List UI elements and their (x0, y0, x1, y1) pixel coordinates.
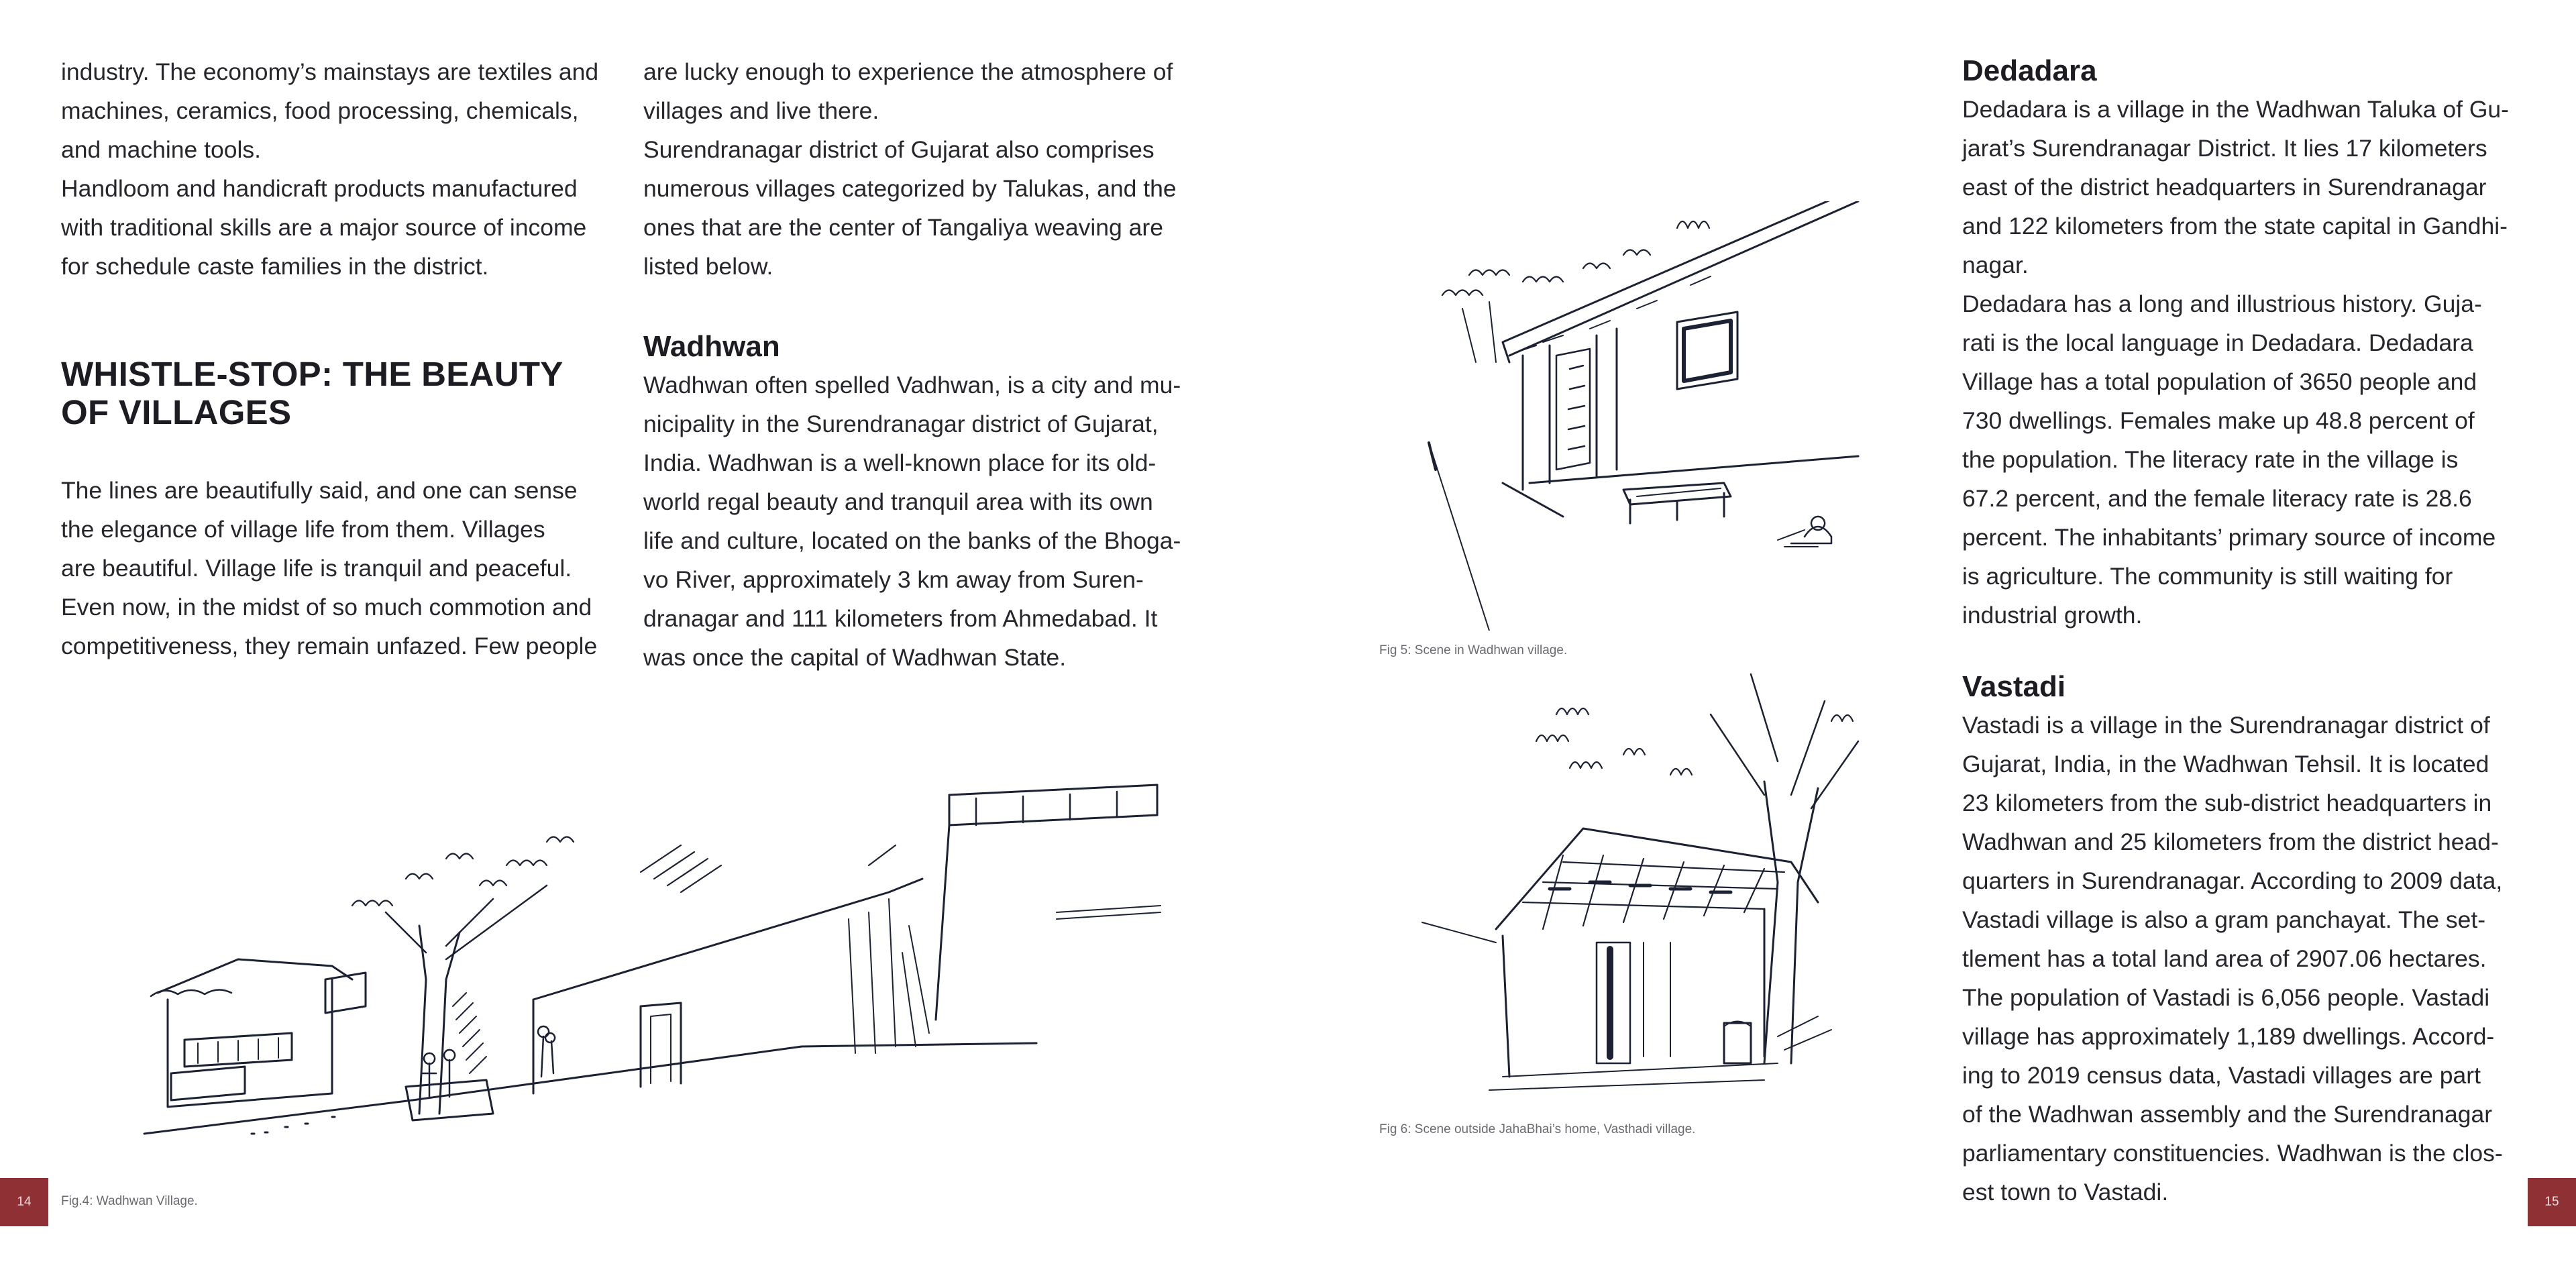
text-line: Village has a total population of 3650 people and (1962, 368, 2477, 395)
text-line: of the Wadhwan assembly and the Surendranagar (1962, 1101, 2493, 1128)
text-line: listed below. (643, 253, 773, 280)
intro-paragraph (61, 52, 611, 286)
wadhwan-scene-sketch (1389, 201, 1872, 631)
dedadara-paragraph (1962, 90, 2526, 635)
text-line: industrial growth. (1962, 602, 2143, 629)
text-line: quarters in Surendranagar. According to 2009 data, (1962, 867, 2503, 894)
text-line: the elegance of village life from them. Villages (61, 516, 545, 543)
page-number: 14 (0, 1178, 48, 1226)
text-line: and 122 kilometers from the state capital in Gandhi- (1962, 213, 2508, 239)
text-line: Surendranagar district of Gujarat also comprises (643, 136, 1155, 163)
text-line: India. Wadhwan is a well-known place for its old- (643, 449, 1157, 476)
intro-paragraph (643, 52, 1193, 286)
text-line: nagar. (1962, 252, 2029, 278)
text-line: dranagar and 111 kilometers from Ahmedabad. It (643, 605, 1158, 632)
text-line: are lucky enough to experience the atmosphere of (643, 58, 1173, 85)
text-line: Wadhwan and 25 kilometers from the district head- (1962, 828, 2499, 855)
left-column-1 (61, 52, 611, 665)
text-line: ones that are the center of Tangaliya weaving are (643, 214, 1163, 241)
body-paragraph (61, 471, 611, 665)
text-line: Gujarat, India, in the Wadhwan Tehsil. It is located (1962, 751, 2489, 777)
text-line: village has approximately 1,189 dwellings. Accord- (1962, 1023, 2495, 1050)
text-line: the population. The literacy rate in the village is (1962, 446, 2459, 473)
text-line: 23 kilometers from the sub-district headquarters in (1962, 790, 2492, 816)
right-page (1288, 0, 2576, 1288)
text-line: percent. The inhabitants’ primary source of income (1962, 524, 2496, 551)
text-line: Even now, in the midst of so much commotion and (61, 594, 592, 621)
text-line: The population of Vastadi is 6,056 people. Vastadi (1962, 984, 2490, 1011)
text-line: parliamentary constituencies. Wadhwan is the clos- (1962, 1140, 2503, 1167)
wadhwan-title: Wadhwan (643, 330, 780, 363)
text-line: industry. The economy’s mainstays are textiles and (61, 58, 599, 85)
left-column-2 (643, 52, 1193, 677)
text-line: est town to Vastadi. (1962, 1179, 2169, 1205)
text-line: tlement has a total land area of 2907.06 hectares. (1962, 945, 2487, 972)
text-line: Handloom and handicraft products manufactured (61, 175, 578, 202)
text-line: The lines are beautifully said, and one can sense (61, 477, 578, 504)
section-title (61, 355, 611, 431)
wadhwan-village-sketch (131, 778, 1164, 1154)
text-line: with traditional skills are a major source of income (61, 214, 587, 241)
dedadara-title: Dedadara (1962, 54, 2097, 87)
figure-caption: Fig.4: Wadhwan Village. (61, 1194, 198, 1208)
text-line: Vastadi village is also a gram panchayat. The set- (1962, 906, 2486, 933)
text-line: jarat’s Surendranagar District. It lies 17 kilometers (1962, 135, 2487, 162)
text-line: villages and live there. (643, 97, 879, 124)
text-line: and machine tools. (61, 136, 261, 163)
text-line: competitiveness, they remain unfazed. Few people (61, 633, 598, 659)
text-line: 730 dwellings. Females make up 48.8 percent of (1962, 407, 2475, 434)
text-line: Vastadi is a village in the Surendranagar district of (1962, 712, 2490, 739)
text-line: rati is the local language in Dedadara. Dedadara (1962, 329, 2473, 356)
text-line: machines, ceramics, food processing, chemicals, (61, 97, 579, 124)
text-line: Dedadara has a long and illustrious history. Guja- (1962, 290, 2482, 317)
fig6-caption: Fig 6: Scene outside JahaBhai’s home, Vasthadi village. (1379, 1122, 1696, 1136)
text-line: is agriculture. The community is still waiting for (1962, 563, 2453, 590)
text-line: east of the district headquarters in Surendranagar (1962, 174, 2487, 201)
text-line: world regal beauty and tranquil area with its own (643, 488, 1153, 515)
right-column (1962, 52, 2526, 1212)
fig5-caption: Fig 5: Scene in Wadhwan village. (1379, 643, 1568, 657)
vastadi-title: Vastadi (1962, 670, 2066, 703)
text-line: Wadhwan often spelled Vadhwan, is a city and mu- (643, 372, 1181, 398)
text-line: vo River, approximately 3 km away from Suren- (643, 566, 1144, 593)
text-line: for schedule caste families in the district. (61, 253, 489, 280)
page-number: 15 (2528, 1178, 2576, 1226)
text-line: ing to 2019 census data, Vastadi villages are part (1962, 1062, 2481, 1089)
text-line: numerous villages categorized by Talukas, and the (643, 175, 1177, 202)
text-line: life and culture, located on the banks of the Bhoga- (643, 527, 1181, 554)
text-line: are beautiful. Village life is tranquil and peaceful. (61, 555, 572, 582)
text-line: was once the capital of Wadhwan State. (643, 644, 1067, 671)
wadhwan-paragraph (643, 366, 1193, 677)
text-line: 67.2 percent, and the female literacy rate is 28.6 (1962, 485, 2472, 512)
vastadi-paragraph (1962, 706, 2526, 1212)
text-line: nicipality in the Surendranagar district of Gujarat, (643, 411, 1159, 437)
vastadi-scene-sketch (1389, 661, 1872, 1097)
text-line: Dedadara is a village in the Wadhwan Taluka of Gu- (1962, 96, 2509, 123)
section-title-line: WHISTLE-STOP: THE BEAUTY (61, 355, 564, 393)
section-title-line: OF VILLAGES (61, 393, 292, 431)
